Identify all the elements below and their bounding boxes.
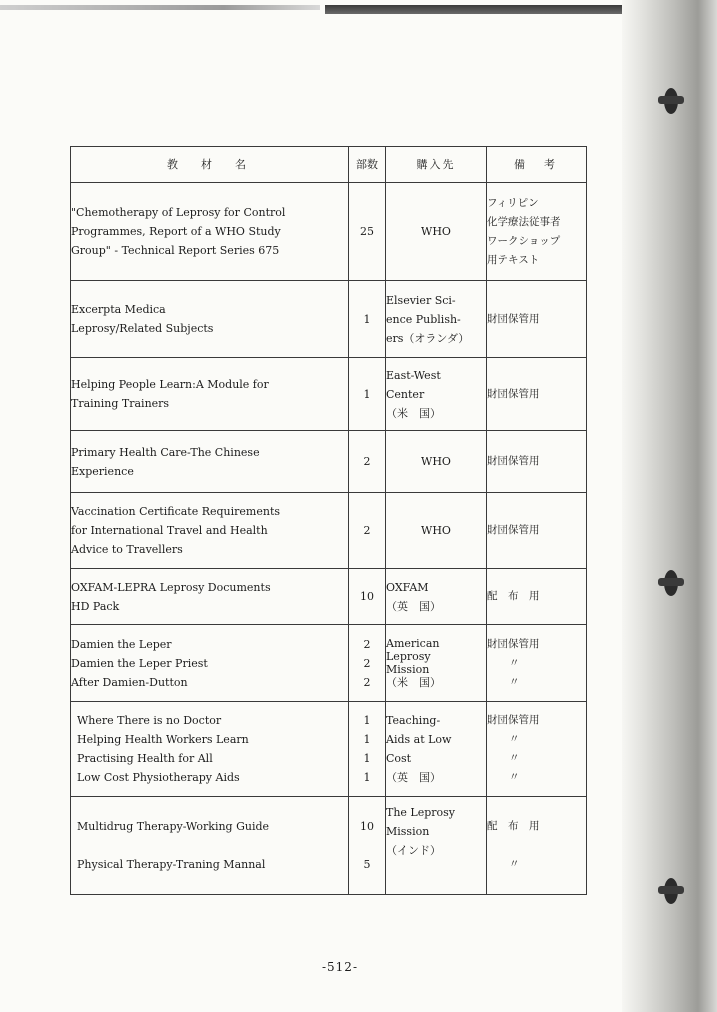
material-title: for International Travel and Health [71,524,268,537]
table-row [71,797,587,895]
binder-ring-icon [658,876,684,906]
notes-cell [487,183,587,281]
ditto-mark: 〃 [509,771,520,783]
material-title: Helping People Learn:A Module for [71,378,269,391]
source-cell [386,493,487,569]
source-cell [386,569,487,625]
binder-spine [622,0,717,1012]
quantity-cell [349,625,386,702]
note-text: ワークショップ [487,234,561,247]
binder-ring-icon [658,86,684,116]
note-text: 財団保管用 [487,387,540,400]
notes-cell [487,431,587,493]
source-cell [386,183,487,281]
title-cell [71,702,349,797]
source-text: ers（オランダ） [386,331,470,345]
source-text: The Leprosy [386,806,456,819]
quantity-value: 1 [363,752,371,765]
source-text: Teaching- [386,714,441,727]
material-title: Vaccination Certificate Requirements [71,505,281,518]
table-row [71,493,587,569]
header-title: 教 材 名 [71,147,349,183]
header-quantity: 部数 [349,147,386,183]
quantity-value: 2 [363,656,371,670]
note-text: 化学療法従事者 [487,215,561,228]
ditto-mark: 〃 [509,656,520,669]
ditto-mark: 〃 [509,675,520,688]
quantity-value: 10 [360,590,374,603]
material-title: Excerpta Medica [71,303,166,316]
scan-edge-shadow [0,5,320,10]
title-cell [71,183,349,281]
title-cell [71,281,349,358]
material-title: Damien the Leper [71,637,172,651]
material-title: Helping Health Workers Learn [77,733,249,746]
note-text: 配 布 用 [487,820,540,832]
material-title: Physical Therapy-Traning Mannal [77,858,266,871]
spacer [487,836,586,855]
source-text: Aids at Low [386,733,452,746]
page-number: -512- [321,960,358,974]
source-cell [386,702,487,797]
ditto-mark: 〃 [509,858,520,870]
source-text: ence Publish- [386,312,461,326]
material-title: Low Cost Physiotherapy Aids [77,771,240,784]
source-cell [386,797,487,895]
source-text: （英 国） [386,599,441,613]
quantity-cell [349,431,386,493]
quantity-cell [349,358,386,431]
quantity-value: 1 [363,312,371,326]
material-title: OXFAM-LEPRA Leprosy Documents [71,580,271,594]
source-cell [386,625,487,702]
material-title: Damien the Leper Priest [71,656,208,670]
note-text: 財団保管用 [487,312,540,325]
ditto-mark: 〃 [509,733,520,745]
quantity-cell [349,702,386,797]
quantity-value: 10 [360,820,374,833]
table-row [71,431,587,493]
title-cell [71,493,349,569]
source-text: Center [386,387,425,401]
note-text: 財団保管用 [487,714,540,726]
source-text: （インド） [386,844,441,857]
header-notes: 備 考 [487,147,587,183]
quantity-value: 5 [363,858,371,871]
notes-cell [487,797,587,895]
material-title: Where There is no Doctor [77,714,222,727]
quantity-cell [349,797,386,895]
quantity-value: 1 [363,771,371,784]
material-title: "Chemotherapy of Leprosy for Control [71,206,286,219]
quantity-cell [349,569,386,625]
header-source: 購入先 [386,147,487,183]
note-text: フィリピン [487,196,539,209]
source-cell [386,358,487,431]
quantity-value: 2 [363,675,371,689]
source-text: Mission [386,663,430,676]
materials-table [70,146,587,895]
source-text: OXFAM [386,580,429,594]
material-title: Leprosy/Related Subjects [71,322,214,335]
title-cell [71,625,349,702]
source-text: Mission [386,825,430,838]
notes-cell [487,569,587,625]
title-cell [71,431,349,493]
title-cell [71,358,349,431]
note-text: 財団保管用 [487,637,540,650]
table-row [71,569,587,625]
quantity-cell [349,281,386,358]
source-text: （米 国） [386,406,441,420]
notes-cell [487,358,587,431]
quantity-value: 2 [363,637,371,651]
source-text: East-West [386,368,441,382]
table-row [71,183,587,281]
source-text: Cost [386,752,412,765]
quantity-cell [349,183,386,281]
source-text: WHO [421,524,451,537]
source-text: （米 国） [386,676,441,689]
material-title: Programmes, Report of a WHO Study [71,225,281,238]
title-cell [71,569,349,625]
notes-cell [487,281,587,358]
source-cell [386,281,487,358]
source-text: WHO [421,225,451,238]
material-title: Experience [71,464,134,478]
table-row [71,702,587,797]
note-text: 財団保管用 [487,524,540,536]
material-title: Multidrug Therapy-Working Guide [77,820,270,833]
notes-cell [487,625,587,702]
spacer [349,836,385,855]
quantity-value: 1 [363,387,371,401]
quantity-value: 25 [360,225,374,238]
material-title: Advice to Travellers [71,543,183,556]
binder-ring-icon [658,568,684,598]
note-text: 財団保管用 [487,455,540,467]
note-text: 配 布 用 [487,590,540,602]
table-row [71,625,587,702]
material-title: After Damien-Dutton [71,675,188,689]
material-title: Group" - Technical Report Series 675 [71,244,280,257]
note-text: 用テキスト [487,253,540,266]
quantity-value: 1 [363,733,371,746]
source-cell [386,431,487,493]
material-title: HD Pack [71,599,120,613]
title-cell [71,797,349,895]
source-text: American [386,637,440,650]
spacer [77,836,348,855]
quantity-cell [349,493,386,569]
material-title: Practising Health for All [77,752,213,765]
notes-cell [487,702,587,797]
quantity-value: 2 [363,524,371,537]
source-text: Elsevier Sci- [386,293,456,307]
table-header-row [71,147,587,183]
material-title: Primary Health Care-The Chinese [71,445,260,459]
quantity-value: 2 [363,455,371,468]
notes-cell [487,493,587,569]
ditto-mark: 〃 [509,752,520,764]
source-text: WHO [421,455,451,468]
quantity-value: 1 [363,714,371,727]
source-text: Leprosy [386,650,431,663]
table-row [71,281,587,358]
material-title: Training Trainers [71,397,170,410]
table-row [71,358,587,431]
source-text: （英 国） [386,771,441,784]
scan-edge-shadow [325,5,630,14]
